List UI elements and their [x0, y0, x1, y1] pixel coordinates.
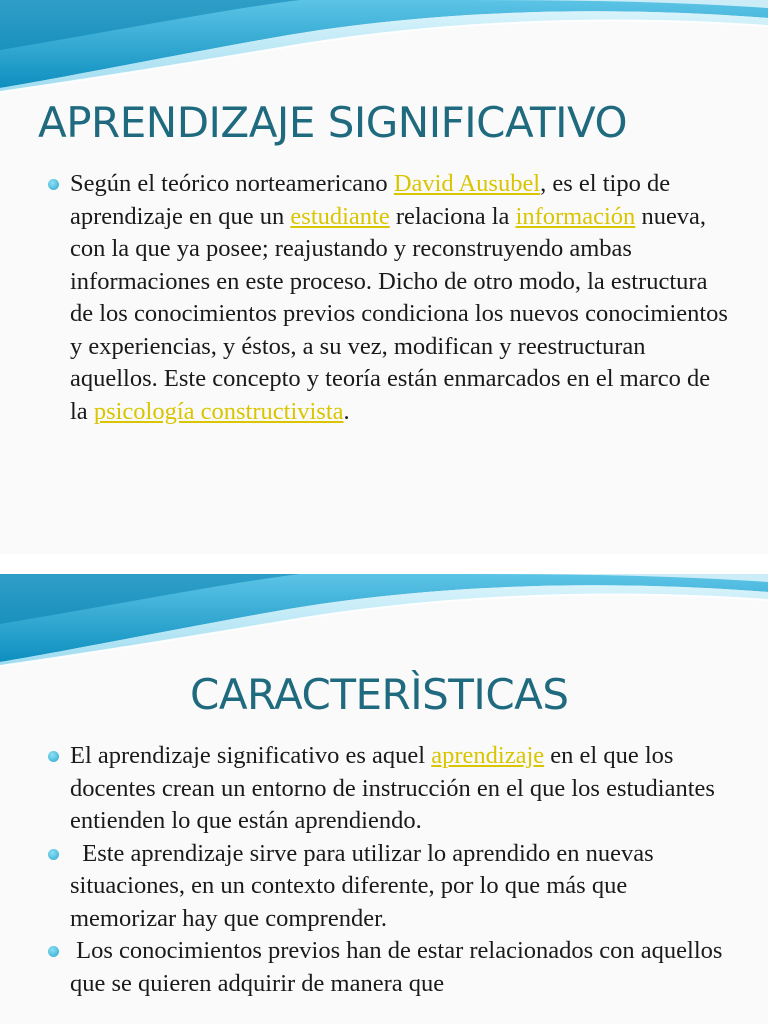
bullet-icon	[48, 751, 59, 762]
bullet-list	[70, 168, 730, 428]
slide-title: APRENDIZAJE SIGNIFICATIVO	[38, 98, 628, 147]
link-informacion[interactable]: información	[515, 202, 636, 230]
link-aprendizaje[interactable]: aprendizaje	[431, 742, 545, 769]
wave-header-decoration	[0, 0, 768, 100]
wave-header-decoration	[0, 574, 768, 674]
list-item	[70, 168, 730, 428]
bullet-icon	[48, 849, 59, 860]
paragraph-text: Según el teórico norteamericano David Ausubel, es el tipo de aprendizaje en que un estudiante relaciona la información nueva, con la que ya posee; reajustando y reconstruyendo ambas informaciones en este proceso. Dicho de otro modo, la estructura de los conocimientos previos condiciona los nuevos conocimientos y experiencias, y éstos, a su vez, modifican y reestructuran aquellos. Este concepto y teoría están enmarcados en el marco de la psicología constructivista.	[70, 170, 728, 425]
list-item	[70, 935, 730, 1000]
list-item	[70, 838, 730, 936]
link-estudiante[interactable]: estudiante	[290, 202, 390, 230]
link-david-ausubel[interactable]: David Ausubel	[393, 170, 541, 197]
bullet-text: Los conocimientos previos han de estar relacionados con aquellos que se quieren adquirir de manera que	[70, 937, 729, 997]
bullet-text: Este aprendizaje sirve para utilizar lo aprendido en nuevas situaciones, en un contexto diferente, por lo que más que memorizar hay que comprender.	[70, 839, 660, 932]
bullet-icon	[48, 179, 59, 190]
bullet-list	[70, 740, 730, 1000]
bullet-icon	[48, 946, 59, 957]
bullet-text: El aprendizaje significativo es aquel aprendizaje en el que los docentes crean un entorno de instrucción en el que los estudiantes entienden lo que están aprendiendo.	[70, 742, 715, 834]
slide-2	[0, 574, 768, 1024]
list-item	[70, 740, 730, 838]
link-psicologia-constructivista[interactable]: psicología constructivista	[93, 397, 344, 425]
slide-title: CARACTERÌSTICAS	[190, 670, 569, 719]
